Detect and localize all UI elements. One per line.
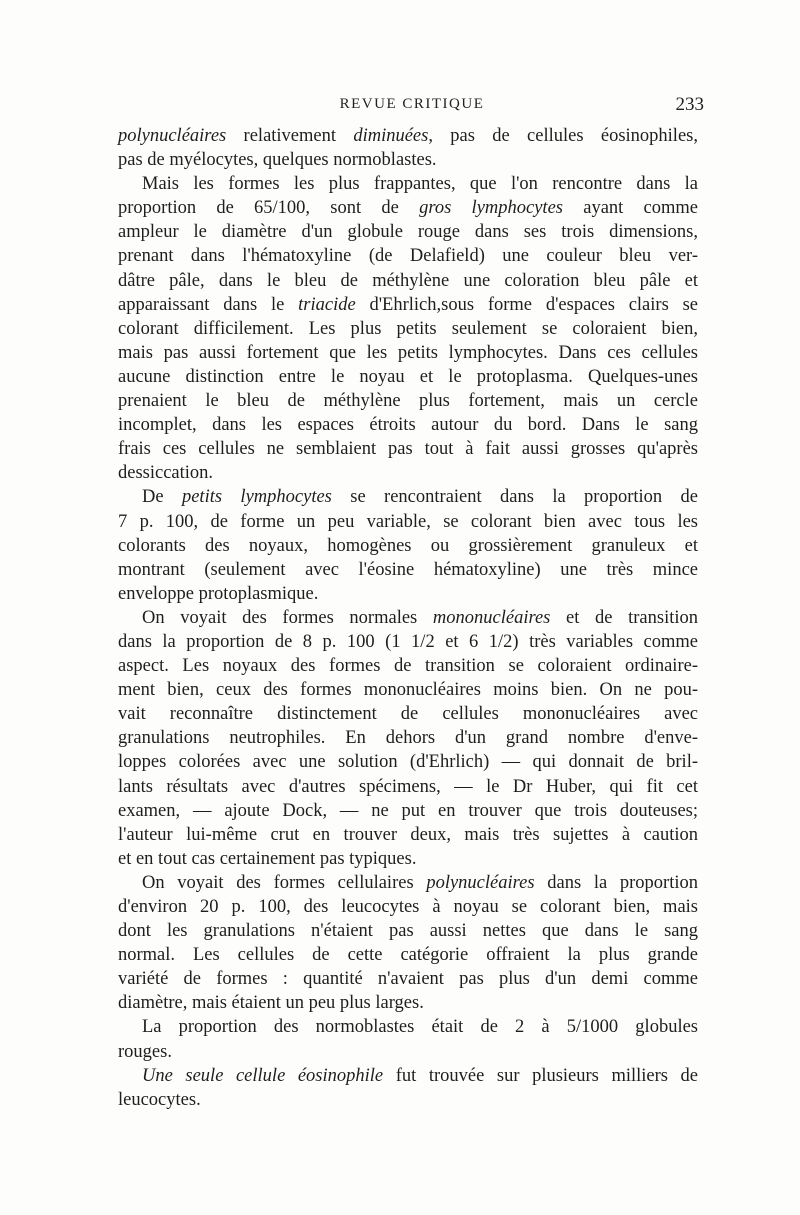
paragraph	[118, 1064, 698, 1112]
italic-term: polynucléaires	[118, 126, 227, 146]
text-line	[118, 1064, 698, 1088]
text-run: enveloppe protoplasmique.	[118, 583, 319, 604]
text-run: frais ces cellules ne semblaient pas tout à fait aussi grosses qu'après	[118, 439, 698, 460]
text-run: aucune distinction entre le noyau et le protoplasma. Quelques-unes	[118, 366, 698, 387]
text-line	[118, 437, 698, 461]
text-run: leucocytes.	[118, 1089, 201, 1110]
text-run: relativement	[226, 126, 354, 146]
paragraph	[118, 1015, 698, 1063]
text-line	[118, 124, 698, 148]
italic-term: polynucléaires	[426, 872, 535, 893]
text-run: incomplet, dans les espaces étroits autour du bord. Dans le sang	[118, 415, 698, 436]
text-line	[118, 365, 698, 389]
text-run: dans la proportion de 8 p. 100 (1 1/2 et 6 1/2) très variables comme	[118, 631, 698, 652]
text-line	[118, 172, 698, 196]
paragraph	[118, 124, 698, 172]
text-run: examen, — ajoute Dock, — ne put en trouver que trois douteuses;	[118, 800, 698, 821]
text-line	[118, 389, 698, 413]
italic-term: gros lymphocytes	[419, 198, 563, 219]
text-line	[118, 269, 698, 293]
text-run: , pas de cellules éosinophiles,	[428, 126, 698, 146]
text-line	[118, 871, 698, 895]
text-run: variété de formes : quantité n'avaient pas plus d'un demi comme	[118, 969, 698, 990]
text-line	[118, 558, 698, 582]
text-line	[118, 606, 698, 630]
text-line	[118, 244, 698, 268]
text-run: loppes colorées avec une solution (d'Ehrlich) — qui donnait de bril-	[118, 752, 698, 773]
text-line	[118, 413, 698, 437]
text-run: La proportion des normoblastes était de 2 à 5/1000 globules	[142, 1017, 698, 1038]
italic-term: triacide	[298, 294, 356, 315]
text-line	[118, 461, 698, 485]
text-line	[118, 534, 698, 558]
paragraph	[118, 871, 698, 1016]
text-run: dans la proportion	[534, 872, 698, 893]
text-line	[118, 1040, 698, 1064]
text-line	[118, 775, 698, 799]
text-line	[118, 293, 698, 317]
text-run: granulations neutrophiles. En dehors d'un grand nombre d'enve-	[118, 728, 698, 749]
text-run: et en tout cas certainement pas typiques.	[118, 848, 417, 869]
text-line	[118, 630, 698, 654]
text-run: se rencontraient dans la proportion de	[331, 487, 699, 508]
text-run: On voyait des formes normales	[142, 607, 433, 628]
text-line	[118, 967, 698, 991]
text-run: Mais les formes les plus frappantes, que l'on rencontre dans la	[142, 174, 698, 195]
text-run: ampleur le diamètre d'un globule rouge dans ses trois dimensions,	[118, 222, 698, 243]
paragraph	[118, 485, 698, 605]
text-line	[118, 510, 698, 534]
text-run: aspect. Les noyaux des formes de transition se coloraient ordinaire-	[118, 656, 698, 677]
text-line	[118, 847, 698, 871]
text-run: rouges.	[118, 1041, 172, 1062]
text-line	[118, 799, 698, 823]
running-title: REVUE CRITIQUE	[339, 96, 485, 112]
text-run: prenaient le bleu de méthylène plus fortement, mais un cercle	[118, 391, 698, 412]
italic-term: diminuées	[353, 126, 429, 146]
text-run: et de transition	[550, 607, 698, 628]
text-run: l'auteur lui-même crut en trouver deux, mais très sujettes à caution	[118, 824, 698, 845]
text-line	[118, 943, 698, 967]
italic-term: mononucléaires	[432, 607, 551, 628]
text-line	[118, 654, 698, 678]
text-line	[118, 678, 698, 702]
text-run: d'environ 20 p. 100, des leucocytes à noyau se colorant bien, mais	[118, 897, 698, 917]
page-number: 233	[675, 94, 704, 115]
italic-term: petits lymphocytes	[181, 487, 332, 508]
running-head	[118, 96, 706, 122]
text-run: ayant comme	[562, 198, 698, 219]
text-run: pas de myélocytes, quelques normoblastes.	[118, 150, 437, 171]
italic-term: Une seule cellule éosinophile	[142, 1065, 384, 1086]
text-line	[118, 1088, 698, 1112]
text-run: mais pas aussi fortement que les petits lymphocytes. Dans ces cellules	[118, 342, 698, 363]
body-text	[118, 124, 698, 1112]
paragraph	[118, 172, 698, 485]
text-run: colorant difficilement. Les plus petits seulement se coloraient bien,	[118, 318, 698, 339]
text-line	[118, 919, 698, 943]
text-line	[118, 895, 698, 919]
text-line	[118, 485, 698, 509]
text-run: diamètre, mais étaient un peu plus larges.	[118, 993, 424, 1014]
text-line	[118, 726, 698, 750]
text-run: dont les granulations n'étaient pas aussi nettes que dans le sang	[118, 921, 698, 942]
text-run: colorants des noyaux, homogènes ou grossièrement granuleux et	[118, 535, 698, 556]
text-run: montrant (seulement avec l'éosine hématoxyline) une très mince	[118, 559, 698, 580]
text-line	[118, 702, 698, 726]
text-line	[118, 341, 698, 365]
text-run: fut trouvée sur plusieurs milliers de	[383, 1065, 698, 1086]
text-run: dessiccation.	[118, 463, 214, 484]
paragraph	[118, 606, 698, 871]
text-run: dâtre pâle, dans le bleu de méthylène une coloration bleu pâle et	[118, 270, 698, 291]
text-line	[118, 750, 698, 774]
text-run: lants résultats avec d'autres spécimens, — le Dr Huber, qui fit cet	[118, 776, 698, 797]
text-line	[118, 582, 698, 606]
text-run: On voyait des formes cellulaires	[142, 872, 427, 893]
text-run: apparaissant dans le	[118, 294, 299, 315]
text-run: vait reconnaître distinctement de cellules mononucléaires avec	[118, 704, 698, 725]
text-line	[118, 991, 698, 1015]
text-line	[118, 220, 698, 244]
text-run: proportion de 65/100, sont de	[118, 198, 420, 219]
text-line	[118, 148, 698, 172]
text-run: prenant dans l'hématoxyline (de Delafield) une couleur bleu ver-	[118, 246, 698, 267]
text-line	[118, 823, 698, 847]
text-line	[118, 196, 698, 220]
text-line	[118, 1015, 698, 1039]
text-run: d'Ehrlich,sous forme d'espaces clairs se	[355, 294, 698, 315]
text-run: normal. Les cellules de cette catégorie offraient la plus grande	[118, 945, 698, 966]
text-run: De	[142, 487, 182, 508]
text-run: 7 p. 100, de forme un peu variable, se colorant bien avec tous les	[118, 511, 698, 532]
text-line	[118, 317, 698, 341]
text-run: ment bien, ceux des formes mononucléaires moins bien. On ne pou-	[118, 680, 698, 701]
